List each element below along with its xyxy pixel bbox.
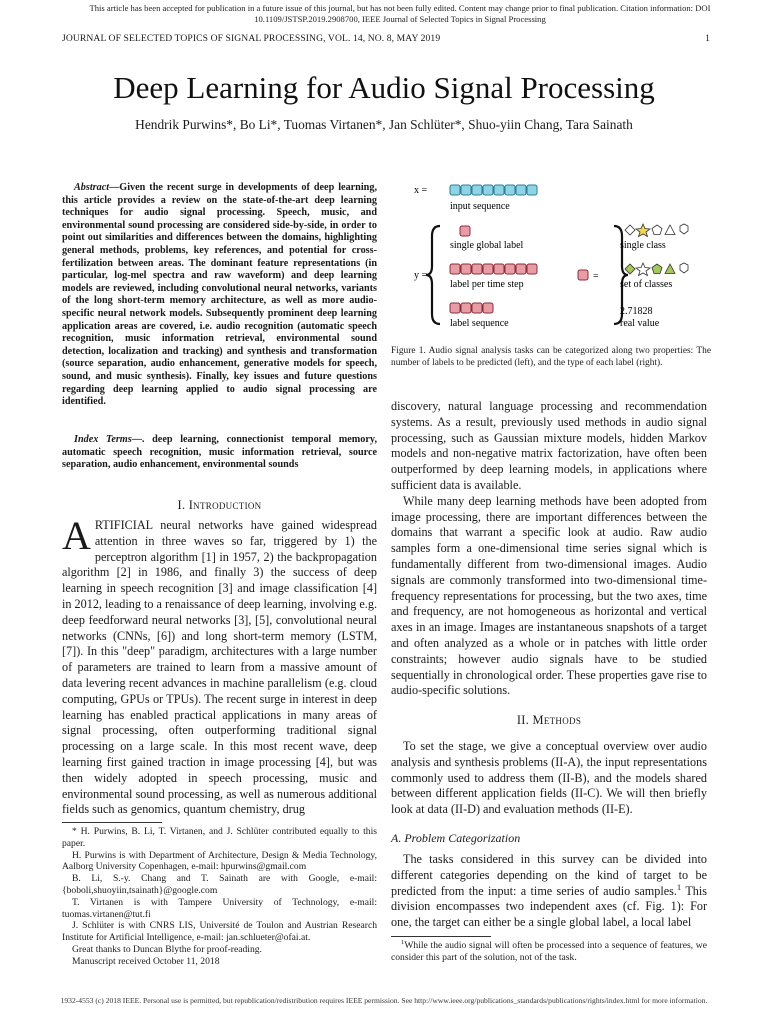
diamond-shape (625, 225, 635, 235)
set-of-classes-text: set of classes (620, 279, 673, 290)
real-number: 2.71828 (620, 306, 653, 317)
footnote-text: While the audio signal will often be processed into a sequence of features, we consider this part of the solution, not of the task. (391, 940, 707, 963)
y-equals-label: y = (414, 270, 428, 281)
section-title: Introduction (188, 498, 262, 512)
sequence-label-box (483, 303, 493, 313)
set-of-classes-shapes (625, 263, 688, 276)
paragraph: While many deep learning methods have been adopted from image processing, there are important differences between the domains that warrant a specific look at audio. Raw audio samples form a one-dimensional time series signal which is fundamentally different from two-dimensional images. Audio signals are commonly transformed into two-dimensional time-frequency representations for processing, but the two axes, time and frequency, are not homogeneous as horizontal and vertical axes in an image. Images are instantaneous snapshots of a target and often analyzed as a whole or in patches with little order constraints; however audio signals have to be studied sequentially in chronological order. These properties gave rise to audio-specific solutions. (391, 493, 707, 698)
footnote-line: Manuscript received October 11, 2018 (72, 955, 220, 967)
introduction-text: neural networks have gained widespread attention in three waves so far, triggered by 1) the perceptron algorithm [1] in 1957, 2) the backpropagation algorithm [2] in 1986, and finally 3) the success of deep learning in speech recognition [3] and image classification [4] in 2012, leading to a renaissance of deep learning, involving e.g. deep feedforward neural networks [3], [5], convolutional neural networks (CNNs, [6]) and long short-term memory (LSTM, [7]). In this "deep" paradigm, architectures with a large number of parameters are trained to learn from a massive amount of data levering recent advances in machine parallelism (e.g. cloud computing, GPUs or TPUs). The recent surge in interest in deep learning has enabled practical applications in many areas of signal processing, often outperforming traditional signal processing on a large scale. In this most recent wave, deep learning first gained traction in image processing [4], but was then widely adopted in speech processing, music and environmental sound processing, as well as numerous additional fields such as genomics, quantum chemistry, drug (62, 518, 377, 817)
footnote-rule (391, 936, 491, 937)
label-sequence-boxes (450, 303, 493, 313)
single-class-shapes (625, 224, 688, 237)
equals-sign: = (593, 271, 599, 282)
footnote-marker: 1 (401, 938, 405, 946)
paragraph: To set the stage, we give a conceptual overview over audio analysis and synthesis problems (II-A), the input representations commonly used to address them (II-B), and the models shared between different application fields (II-C). We will then briefly look at data (II-D) and evaluation methods (II-E). (391, 738, 707, 817)
copyright-bar: 1932-4553 (c) 2018 IEEE. Personal use is permitted, but republication/redistribution requires IEEE permission. See http://www.ieee.org/publications_standards/publications/rights/index.html for more information. (60, 996, 708, 1005)
footnote-rule (62, 822, 162, 823)
time-step-label-box (527, 264, 537, 274)
sequence-label-box (472, 303, 482, 313)
section-number: I. (177, 498, 186, 512)
journal-name: JOURNAL OF SELECTED TOPICS OF SIGNAL PROCESSING, VOL. 14, NO. 8, MAY 2019 (62, 33, 441, 44)
author-footnotes (62, 826, 377, 968)
paragraph: discovery, natural language processing and recommendation systems. As a result, previously used methods in audio signal processing, such as Gaussian mixture models, hidden Markov models and non-negative matrix factorization, have often been outperformed by deep learning models, in applications where sufficient data is available. (391, 399, 707, 492)
input-sequence-boxes (450, 185, 537, 195)
index-terms (62, 434, 377, 472)
drop-cap: A (62, 513, 91, 558)
time-step-label-box (461, 264, 471, 274)
index-terms-text: —. deep learning, connectionist temporal memory, automatic speech recognition, music information retrieval, source separation, audio enhancement, environmental sounds (62, 434, 377, 471)
section-number: II. (516, 713, 530, 728)
paper-title: Deep Learning for Audio Signal Processing (113, 70, 655, 105)
input-sequence-label: input sequence (450, 201, 510, 212)
triangle-shape (665, 264, 675, 274)
subsection-title: A. Problem Categorization (391, 831, 521, 845)
input-sample-box (494, 185, 504, 195)
real-value-text: real value (620, 318, 660, 329)
text-span: This division encompasses two independent axes (cf. Fig. 1): For one, the target can either be a single global label, a local label (391, 883, 707, 930)
sequence-label-box (461, 303, 471, 313)
hexagon-shape (680, 224, 688, 234)
label-sequence-text: label sequence (450, 318, 509, 329)
x-equals-label: x = (414, 185, 428, 196)
left-brace (426, 226, 440, 324)
author-list: Hendrik Purwins*, Bo Li*, Tuomas Virtanen*, Jan Schlüter*, Shuo-yiin Chang, Tara Sainath (135, 117, 633, 132)
input-sample-box (472, 185, 482, 195)
triangle-shape (665, 225, 675, 235)
single-class-text: single class (620, 240, 666, 251)
section-title: Methods (532, 713, 582, 728)
footnote-line: H. Purwins is with Department of Architecture, Design & Media Technology, Aalborg University Copenhagen, e-mail: hpurwins@gmail.com (62, 849, 377, 873)
pentagon-shape (652, 264, 662, 274)
label-per-time-step-text: label per time step (450, 279, 524, 290)
diamond-shape (625, 264, 635, 274)
footnote-line: * H. Purwins, B. Li, T. Virtanen, and J. Schlüter contributed equally to this paper. (62, 826, 377, 849)
figure-1-caption: Figure 1. Audio signal analysis tasks can be categorized along two properties: The number of labels to be predicted (left), and the type of each label (right). (391, 346, 711, 368)
pentagon-shape (652, 225, 662, 235)
paragraph (391, 852, 707, 931)
time-step-label-box (450, 264, 460, 274)
text-span: The tasks considered in this survey can be divided into different categories depending on the kind of target to be predicted from the input: a time series of audio samples. (391, 852, 707, 898)
section-heading-introduction (62, 498, 377, 513)
index-terms-label: Index Terms (74, 434, 132, 445)
subsection-heading (391, 831, 520, 846)
figure-1-diagram (392, 180, 712, 340)
page-number: 1 (705, 33, 710, 44)
first-word: RTIFICIAL (94, 518, 153, 532)
input-sample-box (450, 185, 460, 195)
footnote-line: T. Virtanen is with Tampere University of Technology, e-mail: tuomas.virtanen@tut.fi (62, 896, 377, 920)
star-shape (636, 263, 650, 276)
label-type-box (578, 270, 588, 280)
right-column-body (391, 399, 707, 818)
single-label-box (460, 226, 470, 236)
label-per-time-step-boxes (450, 264, 537, 274)
single-global-label-text: single global label (450, 240, 524, 251)
subsection-body (391, 852, 707, 931)
time-step-label-box (494, 264, 504, 274)
running-head (62, 33, 710, 44)
footnote-line: Great thanks to Duncan Blythe for proof-reading. (72, 943, 262, 955)
time-step-label-box (472, 264, 482, 274)
hexagon-shape (680, 263, 688, 273)
footnote-marker: 1 (676, 881, 682, 892)
accepted-notice: This article has been accepted for publication in a future issue of this journal, but has not been fully edited. Content may change prior to final publication. Citation information: DOI 10.1109/JSTSP.2019.2908700, IEEE Journal of Selected Topics in Signal Processing (89, 3, 711, 24)
section-heading-methods (391, 713, 707, 729)
sequence-label-box (450, 303, 460, 313)
footnote-line: B. Li, S.-y. Chang and T. Sainath are with Google, e-mail: {boboli,shuoyiin,tsainath}@google.com (62, 873, 377, 896)
star-shape (636, 224, 650, 237)
footnote-1 (391, 940, 707, 964)
time-step-label-box (505, 264, 515, 274)
input-sample-box (505, 185, 515, 195)
input-sample-box (516, 185, 526, 195)
introduction-body (62, 513, 377, 818)
input-sample-box (461, 185, 471, 195)
abstract-text: —Given the recent surge in developments of deep learning, this article provides a review on the state-of-the-art deep learning techniques for audio signal processing. Speech, music, and environmental sound processing are considered side-by-side, in order to point out similarities and differences between the domains, highlighting general methods, problems, key references, and potential for cross-fertilization between areas. The dominant feature representations (in particular, log-mel spectra and raw waveform) and deep learning models are reviewed, including convolutional neural networks, variants of the long short-term memory architecture, as well as more audio-specific neural network models. Subsequently prominent deep learning application areas are covered, i.e. audio recognition (automatic speech recognition, music information retrieval, environmental sound detection, localization and tracking) and synthesis and transformation (source separation, audio enhancement, generative models for speech, sound, and music synthesis). Finally, key issues and future questions regarding deep learning applied to audio signal processing are identified. (62, 182, 377, 408)
input-sample-box (527, 185, 537, 195)
input-sample-box (483, 185, 493, 195)
time-step-label-box (516, 264, 526, 274)
abstract-label: Abstract (74, 182, 110, 193)
time-step-label-box (483, 264, 493, 274)
abstract (62, 182, 377, 409)
footnote-line: J. Schlüter is with CNRS LIS, Université de Toulon and Austrian Research Institute for Artificial Intelligence, e-mail: jan.schlueter@ofai.at. (62, 920, 377, 944)
